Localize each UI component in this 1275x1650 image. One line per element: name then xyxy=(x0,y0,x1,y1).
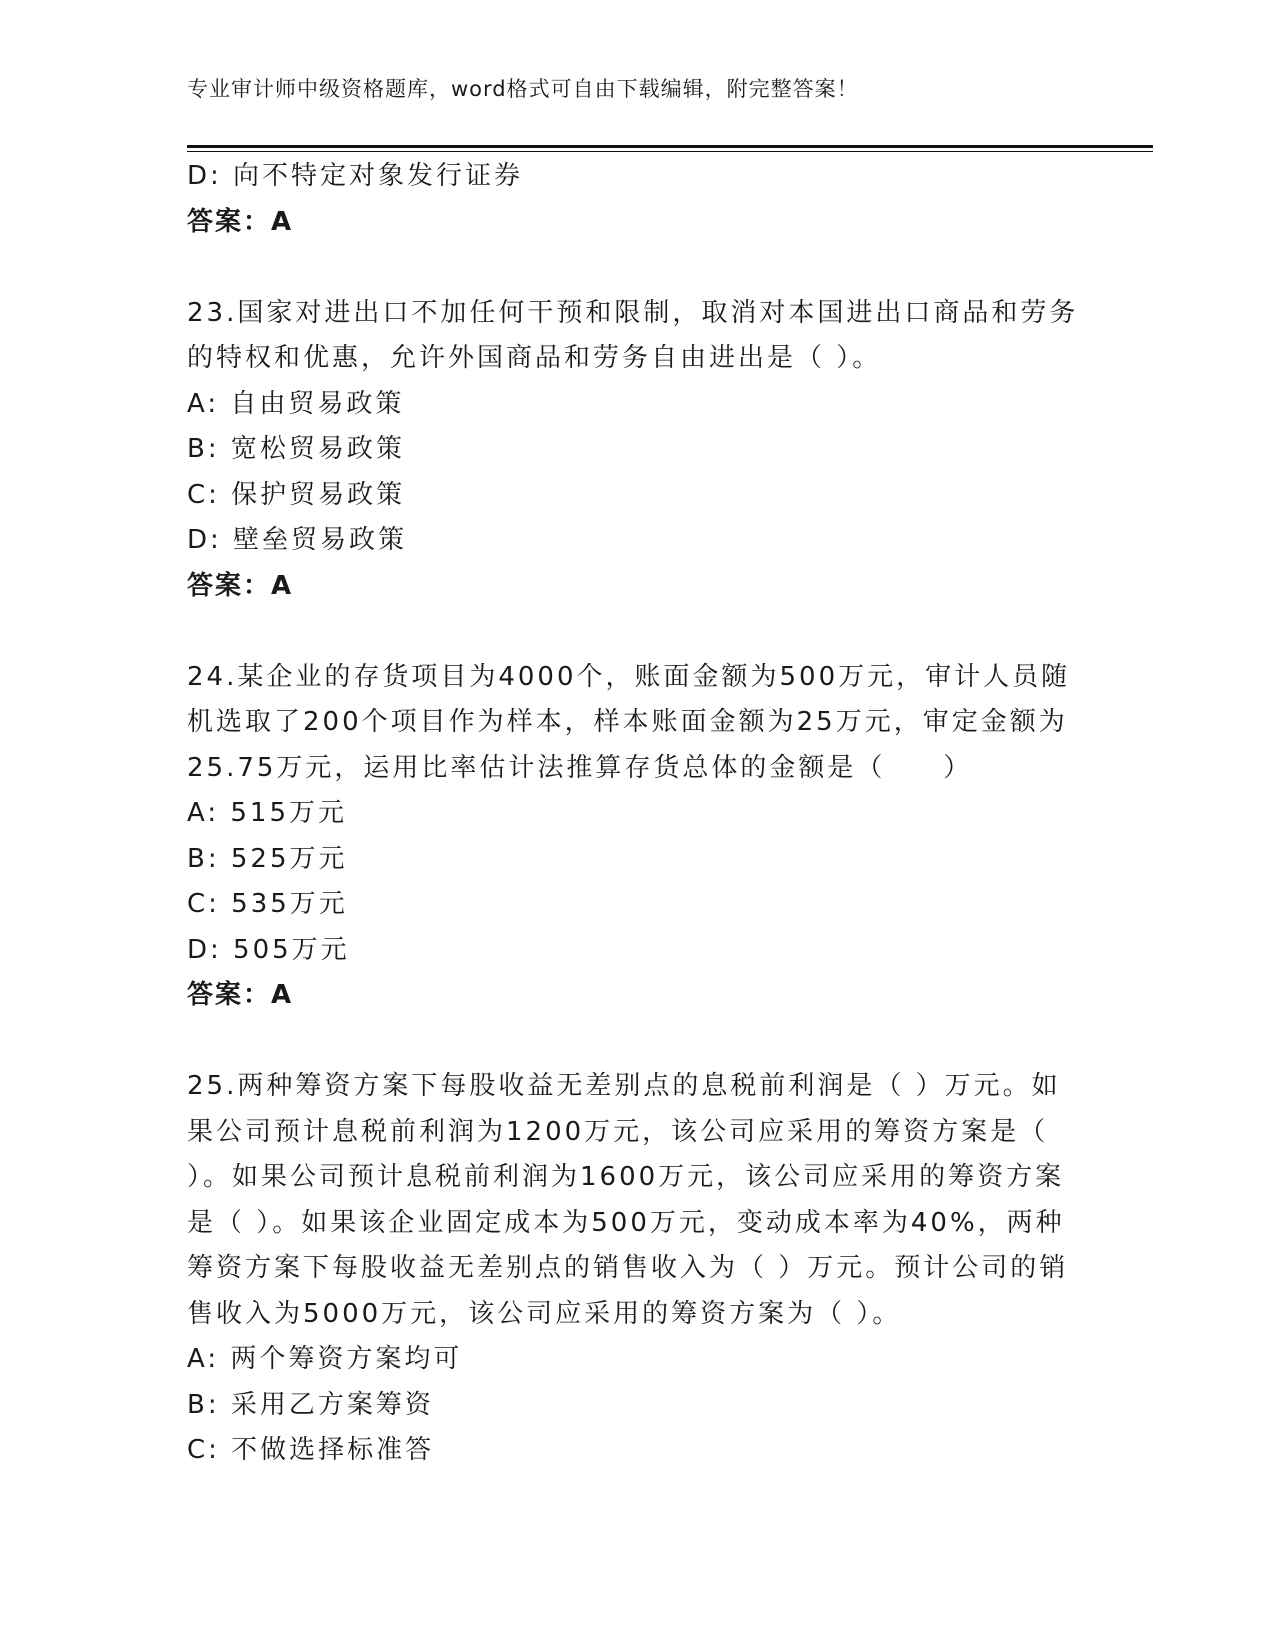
question-stem-line: 24.某企业的存货项目为4000个，账面金额为500万元，审计人员随 xyxy=(187,661,1071,692)
document-body xyxy=(187,154,1087,1474)
option-b: B: 采用乙方案筹资 xyxy=(187,1389,434,1420)
question-stem-line: 25.75万元，运用比率估计法推算存货总体的金额是（ ） xyxy=(187,752,973,783)
spacer xyxy=(187,609,1087,655)
option-c: C: 保护贸易政策 xyxy=(187,479,406,510)
option-a: A: 自由贸易政策 xyxy=(187,388,405,419)
question-24 xyxy=(187,655,1087,1019)
question-stem-line: 机选取了200个项目作为样本，样本账面金额为25万元，审定金额为 xyxy=(187,707,1068,737)
question-stem-line: 果公司预计息税前利润为1200万元，该公司应采用的筹资方案是（ xyxy=(187,1116,1049,1147)
header-rule-thick xyxy=(187,145,1153,148)
option-a: A: 515万元 xyxy=(187,798,347,828)
option-c: C: 不做选择标准答 xyxy=(187,1435,435,1465)
question-stem-line: 是（ ）。如果该企业固定成本为500万元，变动成本率为40%，两种 xyxy=(187,1207,1065,1238)
prev-option-d: D: 向不特定对象发行证券 xyxy=(187,161,524,191)
option-d: D: 壁垒贸易政策 xyxy=(187,525,408,555)
question-25 xyxy=(187,1064,1087,1474)
question-stem-line: 筹资方案下每股收益无差别点的销售收入为（ ）万元。预计公司的销 xyxy=(187,1253,1069,1283)
question-stem-line: 25.两种筹资方案下每股收益无差别点的息税前利润是（ ）万元。如 xyxy=(187,1071,1061,1101)
option-a: A: 两个筹资方案均可 xyxy=(187,1344,463,1374)
question-stem-line: 23.国家对进出口不加任何干预和限制，取消对本国进出口商品和劳务 xyxy=(187,297,1079,328)
question-stem-line: 的特权和优惠，允许外国商品和劳务自由进出是（ ）。 xyxy=(187,343,882,373)
spacer xyxy=(187,1019,1087,1065)
header-rule-thin xyxy=(187,151,1153,152)
prev-answer: 答案：A xyxy=(187,206,294,237)
answer: 答案：A xyxy=(187,570,294,601)
spacer xyxy=(187,245,1087,291)
option-b: B: 宽松贸易政策 xyxy=(187,434,405,464)
question-stem-line: ）。如果公司预计息税前利润为1600万元，该公司应采用的筹资方案 xyxy=(187,1162,1065,1192)
answer: 答案：A xyxy=(187,980,294,1010)
question-23 xyxy=(187,291,1087,610)
page-header: 专业审计师中级资格题库，word格式可自由下载编辑，附完整答案！ xyxy=(187,77,859,101)
option-d: D: 505万元 xyxy=(187,934,350,965)
question-stem-line: 售收入为5000万元，该公司应采用的筹资方案为（ ）。 xyxy=(187,1298,902,1329)
option-b: B: 525万元 xyxy=(187,843,348,874)
option-c: C: 535万元 xyxy=(187,889,348,919)
